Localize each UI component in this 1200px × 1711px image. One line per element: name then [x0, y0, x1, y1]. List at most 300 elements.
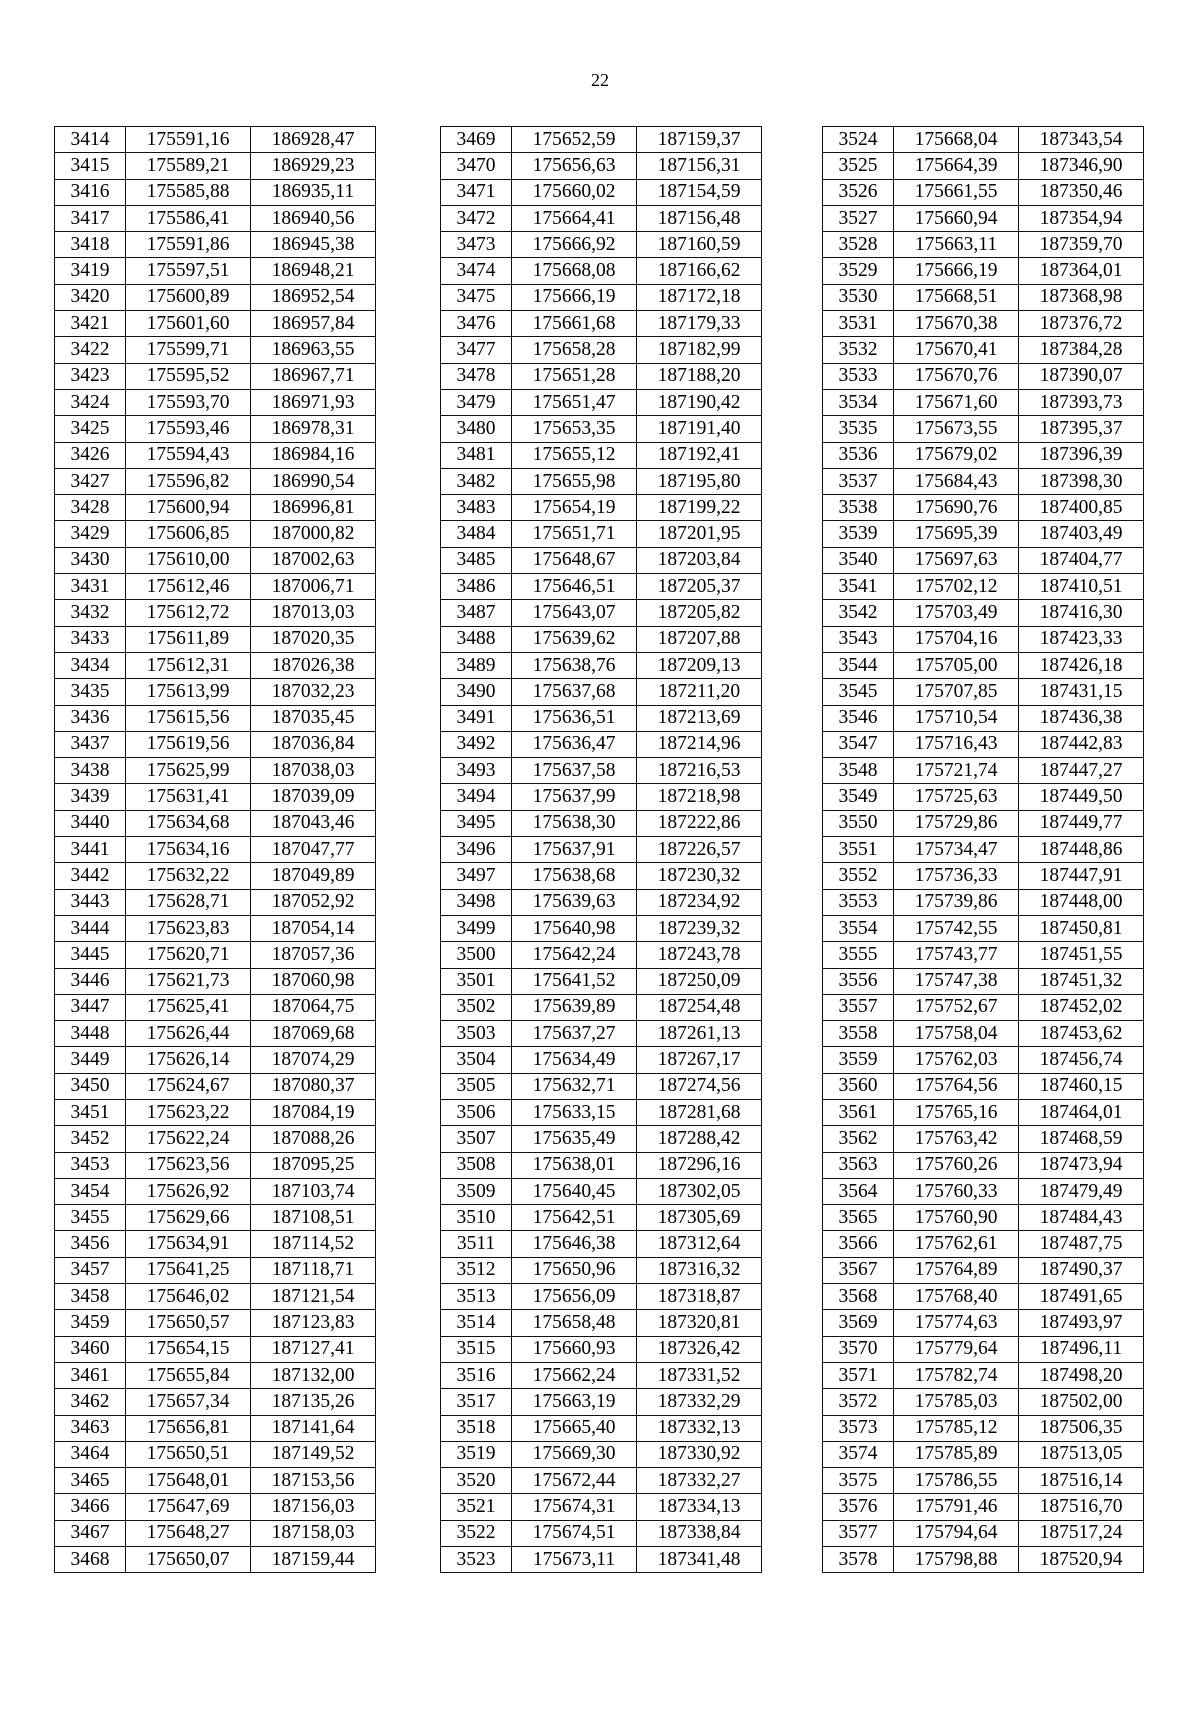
y-coordinate-cell: 187190,42 — [637, 389, 762, 415]
table-row — [55, 1494, 376, 1520]
y-coordinate-cell: 187473,94 — [1019, 1152, 1144, 1178]
x-coordinate-cell: 175620,71 — [126, 942, 251, 968]
y-coordinate-cell: 187464,01 — [1019, 1099, 1144, 1125]
table-row — [441, 574, 762, 600]
table-row — [441, 1073, 762, 1099]
y-coordinate-cell: 187302,05 — [637, 1178, 762, 1204]
y-coordinate-cell: 186945,38 — [251, 232, 376, 258]
point-number-cell: 3414 — [55, 127, 126, 153]
x-coordinate-cell: 175621,73 — [126, 968, 251, 994]
point-number-cell: 3556 — [823, 968, 894, 994]
x-coordinate-cell: 175660,93 — [512, 1336, 637, 1362]
point-number-cell: 3460 — [55, 1336, 126, 1362]
y-coordinate-cell: 187517,24 — [1019, 1520, 1144, 1546]
x-coordinate-cell: 175672,44 — [512, 1468, 637, 1494]
x-coordinate-cell: 175791,46 — [894, 1494, 1019, 1520]
point-number-cell: 3463 — [55, 1415, 126, 1441]
point-number-cell: 3467 — [55, 1520, 126, 1546]
point-number-cell: 3566 — [823, 1231, 894, 1257]
point-number-cell: 3480 — [441, 416, 512, 442]
table-row — [441, 1178, 762, 1204]
table-row — [823, 837, 1144, 863]
table-row — [823, 1520, 1144, 1546]
y-coordinate-cell: 187250,09 — [637, 968, 762, 994]
table-row — [441, 1021, 762, 1047]
x-coordinate-cell: 175600,94 — [126, 495, 251, 521]
table-row — [823, 1257, 1144, 1283]
x-coordinate-cell: 175673,11 — [512, 1547, 637, 1573]
y-coordinate-cell: 187395,37 — [1019, 416, 1144, 442]
point-number-cell: 3423 — [55, 363, 126, 389]
x-coordinate-cell: 175785,89 — [894, 1441, 1019, 1467]
x-coordinate-cell: 175599,71 — [126, 337, 251, 363]
point-number-cell: 3553 — [823, 889, 894, 915]
y-coordinate-cell: 187205,82 — [637, 600, 762, 626]
table-row — [55, 1126, 376, 1152]
y-coordinate-cell: 187234,92 — [637, 889, 762, 915]
x-coordinate-cell: 175642,24 — [512, 942, 637, 968]
point-number-cell: 3449 — [55, 1047, 126, 1073]
point-number-cell: 3540 — [823, 547, 894, 573]
table-row — [55, 915, 376, 941]
x-coordinate-cell: 175638,68 — [512, 863, 637, 889]
y-coordinate-cell: 187376,72 — [1019, 311, 1144, 337]
table-row — [441, 1126, 762, 1152]
y-coordinate-cell: 187213,69 — [637, 705, 762, 731]
y-coordinate-cell: 187281,68 — [637, 1099, 762, 1125]
table-row — [441, 205, 762, 231]
x-coordinate-cell: 175707,85 — [894, 679, 1019, 705]
x-coordinate-cell: 175670,41 — [894, 337, 1019, 363]
point-number-cell: 3501 — [441, 968, 512, 994]
table-row — [441, 1284, 762, 1310]
x-coordinate-cell: 175585,88 — [126, 179, 251, 205]
y-coordinate-cell: 186984,16 — [251, 442, 376, 468]
x-coordinate-cell: 175637,27 — [512, 1021, 637, 1047]
x-coordinate-cell: 175666,19 — [894, 258, 1019, 284]
point-number-cell: 3505 — [441, 1073, 512, 1099]
point-number-cell: 3452 — [55, 1126, 126, 1152]
coordinates-table-2 — [440, 126, 762, 1573]
table-row — [441, 1547, 762, 1573]
table-row — [55, 1047, 376, 1073]
x-coordinate-cell: 175650,57 — [126, 1310, 251, 1336]
point-number-cell: 3529 — [823, 258, 894, 284]
x-coordinate-cell: 175624,67 — [126, 1073, 251, 1099]
table-row — [55, 547, 376, 573]
x-coordinate-cell: 175629,66 — [126, 1205, 251, 1231]
y-coordinate-cell: 187049,89 — [251, 863, 376, 889]
table-row — [823, 1178, 1144, 1204]
y-coordinate-cell: 187318,87 — [637, 1284, 762, 1310]
x-coordinate-cell: 175721,74 — [894, 758, 1019, 784]
point-number-cell: 3477 — [441, 337, 512, 363]
point-number-cell: 3487 — [441, 600, 512, 626]
table-row — [823, 1284, 1144, 1310]
x-coordinate-cell: 175684,43 — [894, 468, 1019, 494]
point-number-cell: 3464 — [55, 1441, 126, 1467]
point-number-cell: 3526 — [823, 179, 894, 205]
point-number-cell: 3532 — [823, 337, 894, 363]
x-coordinate-cell: 175634,49 — [512, 1047, 637, 1073]
point-number-cell: 3484 — [441, 521, 512, 547]
y-coordinate-cell: 187516,70 — [1019, 1494, 1144, 1520]
x-coordinate-cell: 175669,30 — [512, 1441, 637, 1467]
x-coordinate-cell: 175666,92 — [512, 232, 637, 258]
point-number-cell: 3433 — [55, 626, 126, 652]
x-coordinate-cell: 175742,55 — [894, 915, 1019, 941]
point-number-cell: 3554 — [823, 915, 894, 941]
x-coordinate-cell: 175743,77 — [894, 942, 1019, 968]
table-row — [55, 495, 376, 521]
x-coordinate-cell: 175662,24 — [512, 1362, 637, 1388]
y-coordinate-cell: 186957,84 — [251, 311, 376, 337]
table-row — [55, 731, 376, 757]
point-number-cell: 3496 — [441, 837, 512, 863]
x-coordinate-cell: 175664,39 — [894, 153, 1019, 179]
point-number-cell: 3420 — [55, 284, 126, 310]
x-coordinate-cell: 175586,41 — [126, 205, 251, 231]
point-number-cell: 3578 — [823, 1547, 894, 1573]
table-row — [441, 837, 762, 863]
x-coordinate-cell: 175633,15 — [512, 1099, 637, 1125]
x-coordinate-cell: 175640,45 — [512, 1178, 637, 1204]
point-number-cell: 3576 — [823, 1494, 894, 1520]
x-coordinate-cell: 175650,96 — [512, 1257, 637, 1283]
point-number-cell: 3434 — [55, 652, 126, 678]
y-coordinate-cell: 187447,91 — [1019, 863, 1144, 889]
table-row — [823, 127, 1144, 153]
x-coordinate-cell: 175652,59 — [512, 127, 637, 153]
point-number-cell: 3446 — [55, 968, 126, 994]
x-coordinate-cell: 175613,99 — [126, 679, 251, 705]
x-coordinate-cell: 175637,68 — [512, 679, 637, 705]
table-row — [441, 1257, 762, 1283]
x-coordinate-cell: 175601,60 — [126, 311, 251, 337]
x-coordinate-cell: 175626,44 — [126, 1021, 251, 1047]
y-coordinate-cell: 187039,09 — [251, 784, 376, 810]
table-row — [823, 626, 1144, 652]
table-row — [823, 442, 1144, 468]
x-coordinate-cell: 175768,40 — [894, 1284, 1019, 1310]
table-row — [823, 1362, 1144, 1388]
y-coordinate-cell: 187334,13 — [637, 1494, 762, 1520]
y-coordinate-cell: 187456,74 — [1019, 1047, 1144, 1073]
point-number-cell: 3571 — [823, 1362, 894, 1388]
table-row — [823, 652, 1144, 678]
table-row — [55, 468, 376, 494]
y-coordinate-cell: 187484,43 — [1019, 1205, 1144, 1231]
x-coordinate-cell: 175704,16 — [894, 626, 1019, 652]
y-coordinate-cell: 187047,77 — [251, 837, 376, 863]
table-row — [823, 521, 1144, 547]
table-row — [441, 1520, 762, 1546]
y-coordinate-cell: 187103,74 — [251, 1178, 376, 1204]
y-coordinate-cell: 187160,59 — [637, 232, 762, 258]
y-coordinate-cell: 187052,92 — [251, 889, 376, 915]
x-coordinate-cell: 175774,63 — [894, 1310, 1019, 1336]
x-coordinate-cell: 175651,47 — [512, 389, 637, 415]
y-coordinate-cell: 187261,13 — [637, 1021, 762, 1047]
table-row — [55, 416, 376, 442]
point-number-cell: 3485 — [441, 547, 512, 573]
point-number-cell: 3519 — [441, 1441, 512, 1467]
x-coordinate-cell: 175764,56 — [894, 1073, 1019, 1099]
x-coordinate-cell: 175674,51 — [512, 1520, 637, 1546]
x-coordinate-cell: 175637,58 — [512, 758, 637, 784]
x-coordinate-cell: 175739,86 — [894, 889, 1019, 915]
table-row — [55, 574, 376, 600]
x-coordinate-cell: 175628,71 — [126, 889, 251, 915]
x-coordinate-cell: 175637,91 — [512, 837, 637, 863]
y-coordinate-cell: 187132,00 — [251, 1362, 376, 1388]
table-row — [55, 521, 376, 547]
table-row — [55, 1178, 376, 1204]
table-row — [441, 127, 762, 153]
x-coordinate-cell: 175798,88 — [894, 1547, 1019, 1573]
y-coordinate-cell: 187436,38 — [1019, 705, 1144, 731]
table-row — [823, 284, 1144, 310]
y-coordinate-cell: 187451,55 — [1019, 942, 1144, 968]
table-row — [55, 179, 376, 205]
x-coordinate-cell: 175697,63 — [894, 547, 1019, 573]
y-coordinate-cell: 187199,22 — [637, 495, 762, 521]
point-number-cell: 3577 — [823, 1520, 894, 1546]
point-number-cell: 3489 — [441, 652, 512, 678]
y-coordinate-cell: 187195,80 — [637, 468, 762, 494]
x-coordinate-cell: 175762,03 — [894, 1047, 1019, 1073]
table-row — [55, 1021, 376, 1047]
table-row — [823, 1547, 1144, 1573]
x-coordinate-cell: 175638,01 — [512, 1152, 637, 1178]
x-coordinate-cell: 175703,49 — [894, 600, 1019, 626]
point-number-cell: 3555 — [823, 942, 894, 968]
x-coordinate-cell: 175656,63 — [512, 153, 637, 179]
y-coordinate-cell: 187296,16 — [637, 1152, 762, 1178]
y-coordinate-cell: 187516,14 — [1019, 1468, 1144, 1494]
y-coordinate-cell: 187209,13 — [637, 652, 762, 678]
y-coordinate-cell: 187305,69 — [637, 1205, 762, 1231]
y-coordinate-cell: 187390,07 — [1019, 363, 1144, 389]
table-row — [55, 758, 376, 784]
table-row — [441, 389, 762, 415]
table-row — [823, 863, 1144, 889]
y-coordinate-cell: 187159,37 — [637, 127, 762, 153]
y-coordinate-cell: 187332,27 — [637, 1468, 762, 1494]
y-coordinate-cell: 187331,52 — [637, 1362, 762, 1388]
point-number-cell: 3548 — [823, 758, 894, 784]
y-coordinate-cell: 187243,78 — [637, 942, 762, 968]
y-coordinate-cell: 187166,62 — [637, 258, 762, 284]
y-coordinate-cell: 187088,26 — [251, 1126, 376, 1152]
point-number-cell: 3498 — [441, 889, 512, 915]
x-coordinate-cell: 175593,46 — [126, 416, 251, 442]
y-coordinate-cell: 187288,42 — [637, 1126, 762, 1152]
point-number-cell: 3415 — [55, 153, 126, 179]
point-number-cell: 3559 — [823, 1047, 894, 1073]
table-row — [823, 1231, 1144, 1257]
point-number-cell: 3561 — [823, 1099, 894, 1125]
y-coordinate-cell: 187123,83 — [251, 1310, 376, 1336]
table-row — [441, 1152, 762, 1178]
x-coordinate-cell: 175764,89 — [894, 1257, 1019, 1283]
point-number-cell: 3520 — [441, 1468, 512, 1494]
table-row — [55, 994, 376, 1020]
point-number-cell: 3569 — [823, 1310, 894, 1336]
point-number-cell: 3541 — [823, 574, 894, 600]
x-coordinate-cell: 175658,48 — [512, 1310, 637, 1336]
point-number-cell: 3534 — [823, 389, 894, 415]
point-number-cell: 3431 — [55, 574, 126, 600]
table-row — [441, 915, 762, 941]
table-row — [55, 889, 376, 915]
point-number-cell: 3468 — [55, 1547, 126, 1573]
table-row — [441, 1310, 762, 1336]
table-row — [823, 994, 1144, 1020]
y-coordinate-cell: 187172,18 — [637, 284, 762, 310]
x-coordinate-cell: 175664,41 — [512, 205, 637, 231]
x-coordinate-cell: 175656,81 — [126, 1415, 251, 1441]
y-coordinate-cell: 187036,84 — [251, 731, 376, 757]
y-coordinate-cell: 187153,56 — [251, 1468, 376, 1494]
y-coordinate-cell: 187006,71 — [251, 574, 376, 600]
table-row — [441, 600, 762, 626]
table-row — [823, 1205, 1144, 1231]
x-coordinate-cell: 175661,68 — [512, 311, 637, 337]
table-row — [823, 1494, 1144, 1520]
point-number-cell: 3563 — [823, 1152, 894, 1178]
point-number-cell: 3491 — [441, 705, 512, 731]
point-number-cell: 3514 — [441, 1310, 512, 1336]
table-row — [823, 1047, 1144, 1073]
x-coordinate-cell: 175695,39 — [894, 521, 1019, 547]
point-number-cell: 3453 — [55, 1152, 126, 1178]
x-coordinate-cell: 175760,90 — [894, 1205, 1019, 1231]
y-coordinate-cell: 186978,31 — [251, 416, 376, 442]
y-coordinate-cell: 187274,56 — [637, 1073, 762, 1099]
table-row — [441, 232, 762, 258]
y-coordinate-cell: 187502,00 — [1019, 1389, 1144, 1415]
x-coordinate-cell: 175612,72 — [126, 600, 251, 626]
x-coordinate-cell: 175650,51 — [126, 1441, 251, 1467]
point-number-cell: 3533 — [823, 363, 894, 389]
x-coordinate-cell: 175752,67 — [894, 994, 1019, 1020]
x-coordinate-cell: 175655,84 — [126, 1362, 251, 1388]
x-coordinate-cell: 175710,54 — [894, 705, 1019, 731]
point-number-cell: 3451 — [55, 1099, 126, 1125]
y-coordinate-cell: 187359,70 — [1019, 232, 1144, 258]
y-coordinate-cell: 187448,00 — [1019, 889, 1144, 915]
y-coordinate-cell: 186929,23 — [251, 153, 376, 179]
point-number-cell: 3544 — [823, 652, 894, 678]
table-row — [823, 1021, 1144, 1047]
point-number-cell: 3497 — [441, 863, 512, 889]
table-row — [823, 1415, 1144, 1441]
x-coordinate-cell: 175615,56 — [126, 705, 251, 731]
table-row — [55, 1257, 376, 1283]
y-coordinate-cell: 187038,03 — [251, 758, 376, 784]
point-number-cell: 3472 — [441, 205, 512, 231]
x-coordinate-cell: 175690,76 — [894, 495, 1019, 521]
x-coordinate-cell: 175656,09 — [512, 1284, 637, 1310]
x-coordinate-cell: 175625,99 — [126, 758, 251, 784]
y-coordinate-cell: 187135,26 — [251, 1389, 376, 1415]
table-row — [55, 1520, 376, 1546]
x-coordinate-cell: 175647,69 — [126, 1494, 251, 1520]
point-number-cell: 3503 — [441, 1021, 512, 1047]
y-coordinate-cell: 187332,13 — [637, 1415, 762, 1441]
x-coordinate-cell: 175785,12 — [894, 1415, 1019, 1441]
y-coordinate-cell: 187192,41 — [637, 442, 762, 468]
table-row — [823, 889, 1144, 915]
x-coordinate-cell: 175658,28 — [512, 337, 637, 363]
x-coordinate-cell: 175646,38 — [512, 1231, 637, 1257]
y-coordinate-cell: 187396,39 — [1019, 442, 1144, 468]
x-coordinate-cell: 175760,26 — [894, 1152, 1019, 1178]
x-coordinate-cell: 175642,51 — [512, 1205, 637, 1231]
y-coordinate-cell: 187203,84 — [637, 547, 762, 573]
table-row — [441, 495, 762, 521]
point-number-cell: 3500 — [441, 942, 512, 968]
point-number-cell: 3575 — [823, 1468, 894, 1494]
point-number-cell: 3470 — [441, 153, 512, 179]
table-row — [823, 968, 1144, 994]
y-coordinate-cell: 187448,86 — [1019, 837, 1144, 863]
point-number-cell: 3428 — [55, 495, 126, 521]
table-row — [823, 758, 1144, 784]
x-coordinate-cell: 175635,49 — [512, 1126, 637, 1152]
y-coordinate-cell: 187226,57 — [637, 837, 762, 863]
point-number-cell: 3502 — [441, 994, 512, 1020]
point-number-cell: 3542 — [823, 600, 894, 626]
point-number-cell: 3459 — [55, 1310, 126, 1336]
y-coordinate-cell: 187069,68 — [251, 1021, 376, 1047]
y-coordinate-cell: 187341,48 — [637, 1547, 762, 1573]
table-row — [55, 1389, 376, 1415]
point-number-cell: 3490 — [441, 679, 512, 705]
x-coordinate-cell: 175632,22 — [126, 863, 251, 889]
table-row — [823, 1336, 1144, 1362]
point-number-cell: 3457 — [55, 1257, 126, 1283]
table-row — [441, 1494, 762, 1520]
x-coordinate-cell: 175668,08 — [512, 258, 637, 284]
x-coordinate-cell: 175663,11 — [894, 232, 1019, 258]
x-coordinate-cell: 175674,31 — [512, 1494, 637, 1520]
y-coordinate-cell: 187452,02 — [1019, 994, 1144, 1020]
table-row — [55, 863, 376, 889]
x-coordinate-cell: 175625,41 — [126, 994, 251, 1020]
table-row — [441, 679, 762, 705]
table-row — [441, 810, 762, 836]
point-number-cell: 3522 — [441, 1520, 512, 1546]
point-number-cell: 3450 — [55, 1073, 126, 1099]
point-number-cell: 3427 — [55, 468, 126, 494]
coordinates-table-3 — [822, 126, 1144, 1573]
point-number-cell: 3447 — [55, 994, 126, 1020]
table-row — [441, 889, 762, 915]
point-number-cell: 3448 — [55, 1021, 126, 1047]
y-coordinate-cell: 187506,35 — [1019, 1415, 1144, 1441]
table-row — [55, 258, 376, 284]
table-row — [55, 1284, 376, 1310]
x-coordinate-cell: 175716,43 — [894, 731, 1019, 757]
point-number-cell: 3574 — [823, 1441, 894, 1467]
point-number-cell: 3568 — [823, 1284, 894, 1310]
x-coordinate-cell: 175661,55 — [894, 179, 1019, 205]
y-coordinate-cell: 187332,29 — [637, 1389, 762, 1415]
point-number-cell: 3557 — [823, 994, 894, 1020]
x-coordinate-cell: 175639,89 — [512, 994, 637, 1020]
